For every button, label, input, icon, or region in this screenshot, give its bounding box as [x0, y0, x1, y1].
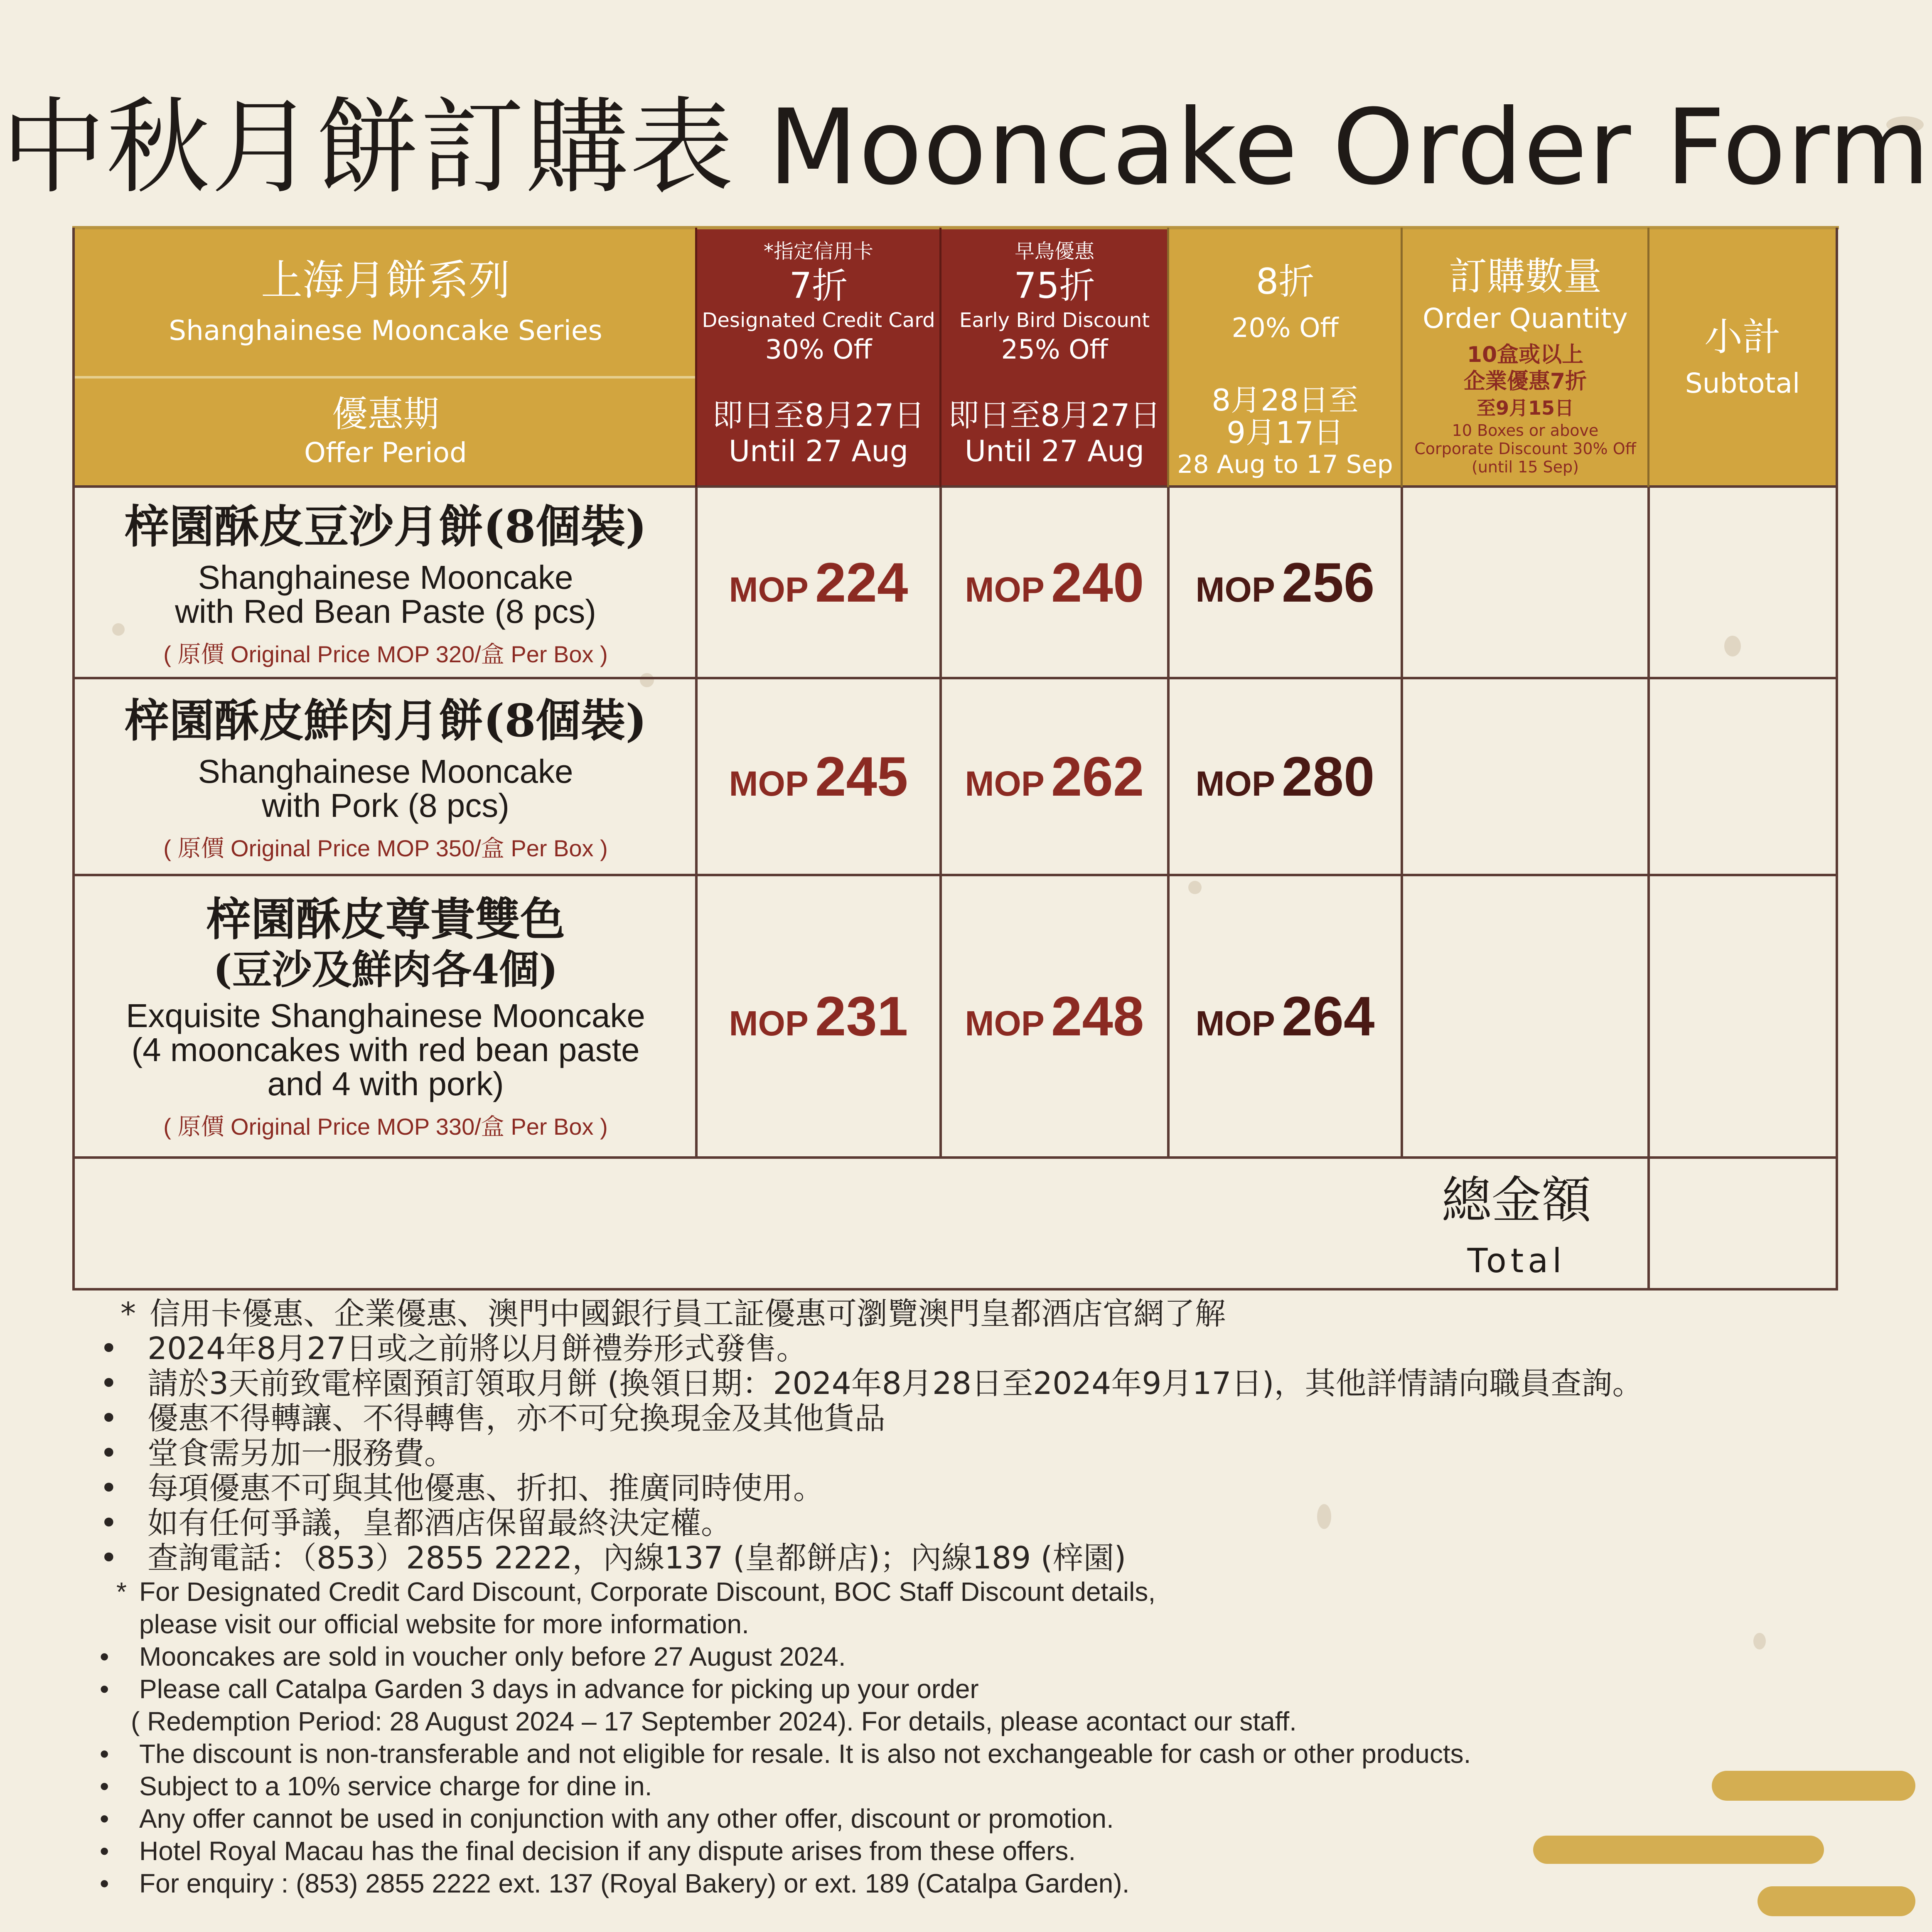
price-cell [696, 678, 941, 875]
note-item [100, 1673, 1803, 1705]
standard-discount-zh: 8折 [1256, 261, 1315, 302]
product-name-zh: 梓園酥皮尊貴雙色 [206, 893, 565, 946]
note-item [100, 1471, 1803, 1506]
table-divider [75, 677, 1838, 679]
quantity-input[interactable] [1402, 875, 1649, 1158]
corporate-offer-en: 10 Boxes or above [1452, 421, 1599, 440]
bullet-icon: • [100, 1470, 118, 1506]
bullet-icon: • [100, 1739, 109, 1769]
table-divider [75, 376, 696, 379]
credit-card-discount-en: Designated Credit Card [702, 309, 935, 332]
table-divider [1647, 228, 1649, 487]
table-divider [1401, 228, 1403, 487]
table-divider [939, 228, 941, 487]
note-item [100, 1296, 1803, 1331]
note-text: Please call Catalpa Garden 3 days in advance for picking up your order [139, 1674, 979, 1704]
currency-label: MOP [729, 764, 809, 803]
bullet-icon: • [100, 1366, 118, 1401]
currency-label: MOP [1195, 764, 1275, 803]
credit-card-header [696, 228, 941, 377]
bullet-icon: • [100, 1540, 118, 1576]
early-bird-period-en: Until 27 Aug [964, 434, 1145, 468]
price-standard: 264 [1281, 985, 1375, 1047]
product-name-zh: (豆沙及鮮肉各4個) [213, 946, 558, 993]
early-bird-period [941, 377, 1168, 487]
corporate-offer-en: Corporate Discount 30% Off [1414, 440, 1636, 458]
credit-card-period [696, 377, 941, 487]
price-cell [941, 678, 1168, 875]
table-border [72, 1288, 1838, 1290]
bullet-icon: • [100, 1836, 109, 1866]
standard-period-zh: 8月28日至 [1212, 383, 1359, 418]
price-early-bird: 262 [1051, 745, 1144, 808]
price-credit-card: 245 [815, 745, 908, 808]
quantity-input[interactable] [1402, 678, 1649, 875]
note-item [100, 1541, 1803, 1576]
table-divider [75, 485, 1838, 488]
bullet-icon: • [100, 1331, 118, 1367]
note-item [100, 1506, 1803, 1541]
note-marker: * [116, 1577, 127, 1607]
product-name-cell [75, 875, 696, 1158]
page-title: 中秋月餅訂購表 Mooncake Order Form [1, 87, 1931, 208]
price-cell [1168, 678, 1402, 875]
price-early-bird: 240 [1051, 551, 1144, 614]
note-text: 每項優惠不可與其他優惠、折扣、推廣同時使用。 [147, 1470, 824, 1506]
decorative-stroke [1533, 1836, 1824, 1864]
note-text: Subject to a 10% service charge for dine in. [139, 1771, 652, 1801]
table-border [72, 226, 1839, 229]
note-text: 2024年8月27日或之前將以月餅禮券形式發售。 [147, 1331, 807, 1367]
subtotal-field[interactable] [1649, 875, 1836, 1158]
total-label-zh: 總金額 [1442, 1172, 1591, 1229]
total-label-en: Total [1467, 1241, 1566, 1280]
note-text: Any offer cannot be used in conjunction with any other offer, discount or promotion. [139, 1804, 1114, 1834]
note-item [100, 1331, 1803, 1366]
subtotal-field[interactable] [1649, 678, 1836, 875]
note-item [100, 1401, 1803, 1436]
total-amount-field[interactable] [1649, 1158, 1836, 1290]
note-text: 堂食需另加一服務費。 [147, 1435, 455, 1471]
note-item [100, 1576, 1803, 1608]
note-text: 優惠不得轉讓、不得轉售，亦不可兌換現金及其他貨品 [147, 1401, 885, 1436]
product-name-cell [75, 487, 696, 678]
note-text: please visit our official website for more information. [139, 1609, 749, 1639]
currency-label: MOP [965, 764, 1045, 803]
corporate-offer-zh: 10盒或以上 [1467, 342, 1584, 367]
original-price: ( 原價 Original Price MOP 350/盒 Per Box ) [163, 835, 608, 861]
note-item [100, 1770, 1803, 1802]
credit-card-period-en: Until 27 Aug [728, 434, 909, 468]
currency-label: MOP [965, 570, 1045, 609]
product-name-en: and 4 with pork) [267, 1065, 504, 1102]
table-divider [1167, 487, 1170, 1158]
early-bird-discount-zh: 75折 [1014, 265, 1095, 307]
corporate-offer-zh: 企業優惠7折 [1463, 369, 1587, 394]
note-item [100, 1802, 1803, 1835]
note-item [100, 1366, 1803, 1401]
price-credit-card: 231 [815, 985, 908, 1047]
product-name-en: Exquisite Shanghainese Mooncake [126, 997, 645, 1034]
original-price: ( 原價 Original Price MOP 320/盒 Per Box ) [163, 641, 608, 667]
table-border [1836, 228, 1838, 1290]
price-cell [696, 487, 941, 678]
early-bird-period-zh: 即日至8月27日 [948, 398, 1161, 433]
price-early-bird: 248 [1051, 985, 1144, 1047]
product-name-zh: 梓園酥皮鮮肉月餅(8個裝) [124, 695, 647, 747]
decorative-stroke [1712, 1771, 1915, 1801]
credit-card-period-zh: 即日至8月27日 [712, 398, 925, 433]
subtotal-field[interactable] [1649, 487, 1836, 678]
subtotal-header [1649, 228, 1836, 487]
offer-period-zh: 優惠期 [332, 393, 439, 435]
currency-label: MOP [729, 1003, 809, 1043]
bullet-icon: • [100, 1674, 109, 1704]
product-name-en: Shanghainese Mooncake [198, 559, 573, 596]
bullet-icon: • [100, 1505, 118, 1541]
standard-period-en: 28 Aug to 17 Sep [1177, 450, 1393, 479]
note-text: For enquiry : (853) 2855 2222 ext. 137 (Royal Bakery) or ext. 189 (Catalpa Garden). [139, 1868, 1130, 1898]
table-divider [1401, 487, 1403, 1158]
note-text: 信用卡優惠、企業優惠、澳門中國銀行員工証優惠可瀏覽澳門皇都酒店官網了解 [150, 1296, 1226, 1332]
note-text: Hotel Royal Macau has the final decision if any dispute arises from these offers. [139, 1836, 1076, 1866]
note-item [100, 1640, 1803, 1673]
price-cell [941, 875, 1168, 1158]
bullet-icon: • [100, 1868, 109, 1898]
table-divider [75, 874, 1838, 876]
original-price: ( 原價 Original Price MOP 330/盒 Per Box ) [163, 1113, 608, 1140]
offer-period-en: Offer Period [304, 437, 467, 469]
series-title-en: Shanghainese Mooncake Series [169, 315, 602, 347]
bullet-icon: • [100, 1771, 109, 1801]
quantity-input[interactable] [1402, 487, 1649, 678]
product-name-en: Shanghainese Mooncake [198, 753, 573, 790]
standard-period-zh: 9月17日 [1227, 415, 1344, 450]
table-divider [695, 228, 697, 487]
early-bird-off: 25% Off [1001, 334, 1108, 365]
terms-notes [100, 1296, 1803, 1900]
quantity-title-en: Order Quantity [1423, 302, 1628, 334]
note-text: For Designated Credit Card Discount, Corporate Discount, BOC Staff Discount details, [139, 1577, 1156, 1607]
note-item [100, 1738, 1803, 1770]
price-credit-card: 224 [815, 551, 908, 614]
note-text: 請於3天前致電梓園預訂領取月餅 (換領日期：2024年8月28日至2024年9月17日)，其他詳情請向職員查詢。 [147, 1366, 1643, 1401]
currency-label: MOP [965, 1003, 1045, 1043]
credit-card-off: 30% Off [765, 334, 872, 365]
table-divider [1167, 228, 1169, 487]
table-divider [72, 1156, 1838, 1159]
standard-discount-off: 20% Off [1231, 313, 1339, 344]
table-divider [939, 487, 942, 1158]
early-bird-label: 早鳥優惠 [1014, 240, 1094, 263]
offer-period-header [75, 377, 696, 487]
note-text: Mooncakes are sold in voucher only before 27 August 2024. [139, 1642, 846, 1671]
price-standard: 280 [1281, 745, 1375, 808]
early-bird-discount-en: Early Bird Discount [959, 309, 1150, 332]
series-header [75, 228, 696, 377]
bullet-icon: • [100, 1642, 109, 1671]
note-item [100, 1436, 1803, 1471]
product-name-en: with Red Bean Paste (8 pcs) [175, 593, 596, 630]
subtotal-title-zh: 小計 [1704, 315, 1781, 359]
note-text: 查詢電話：（853）2855 2222，內線137 (皇都餅店)；內線189 (梓園) [147, 1540, 1126, 1576]
series-title-zh: 上海月餅系列 [261, 256, 510, 305]
bullet-icon: • [100, 1401, 118, 1436]
product-name-zh: 梓園酥皮豆沙月餅(8個裝) [124, 501, 647, 553]
note-text: ( Redemption Period: 28 August 2024 – 17 September 2024). For details, please acontact our staff. [131, 1706, 1297, 1736]
early-bird-header [941, 228, 1168, 377]
note-item [100, 1705, 1803, 1738]
product-name-en: with Pork (8 pcs) [262, 787, 509, 824]
currency-label: MOP [729, 570, 809, 609]
price-cell [696, 875, 941, 1158]
price-cell [1168, 875, 1402, 1158]
note-marker: * [120, 1296, 136, 1332]
bullet-icon: • [100, 1435, 118, 1471]
price-cell [1168, 487, 1402, 678]
price-standard: 256 [1281, 551, 1375, 614]
table-border [72, 228, 75, 1290]
currency-label: MOP [1195, 1003, 1275, 1043]
note-text: 如有任何爭議，皇都酒店保留最終決定權。 [147, 1505, 732, 1541]
price-cell [941, 487, 1168, 678]
note-item [100, 1867, 1803, 1900]
credit-card-discount-zh: 7折 [789, 265, 848, 307]
corporate-offer-zh: 至9月15日 [1476, 397, 1574, 419]
table-divider [1647, 487, 1650, 1290]
quantity-title-zh: 訂購數量 [1448, 254, 1602, 299]
product-name-en: (4 mooncakes with red bean paste [131, 1031, 640, 1068]
standard-discount-header [1168, 228, 1402, 377]
corporate-offer-en: (until 15 Sep) [1472, 458, 1579, 476]
note-item [100, 1608, 1803, 1640]
note-text: The discount is non-transferable and not eligible for resale. It is also not exchangeable for cash or other products. [139, 1739, 1471, 1769]
credit-card-label: *指定信用卡 [763, 240, 873, 263]
bullet-icon: • [100, 1804, 109, 1834]
product-name-cell [75, 678, 696, 875]
table-divider [695, 487, 698, 1158]
quantity-header [1402, 228, 1649, 487]
currency-label: MOP [1195, 570, 1275, 609]
decorative-stroke [1757, 1886, 1915, 1916]
subtotal-title-en: Subtotal [1685, 367, 1800, 399]
standard-period [1168, 377, 1402, 487]
